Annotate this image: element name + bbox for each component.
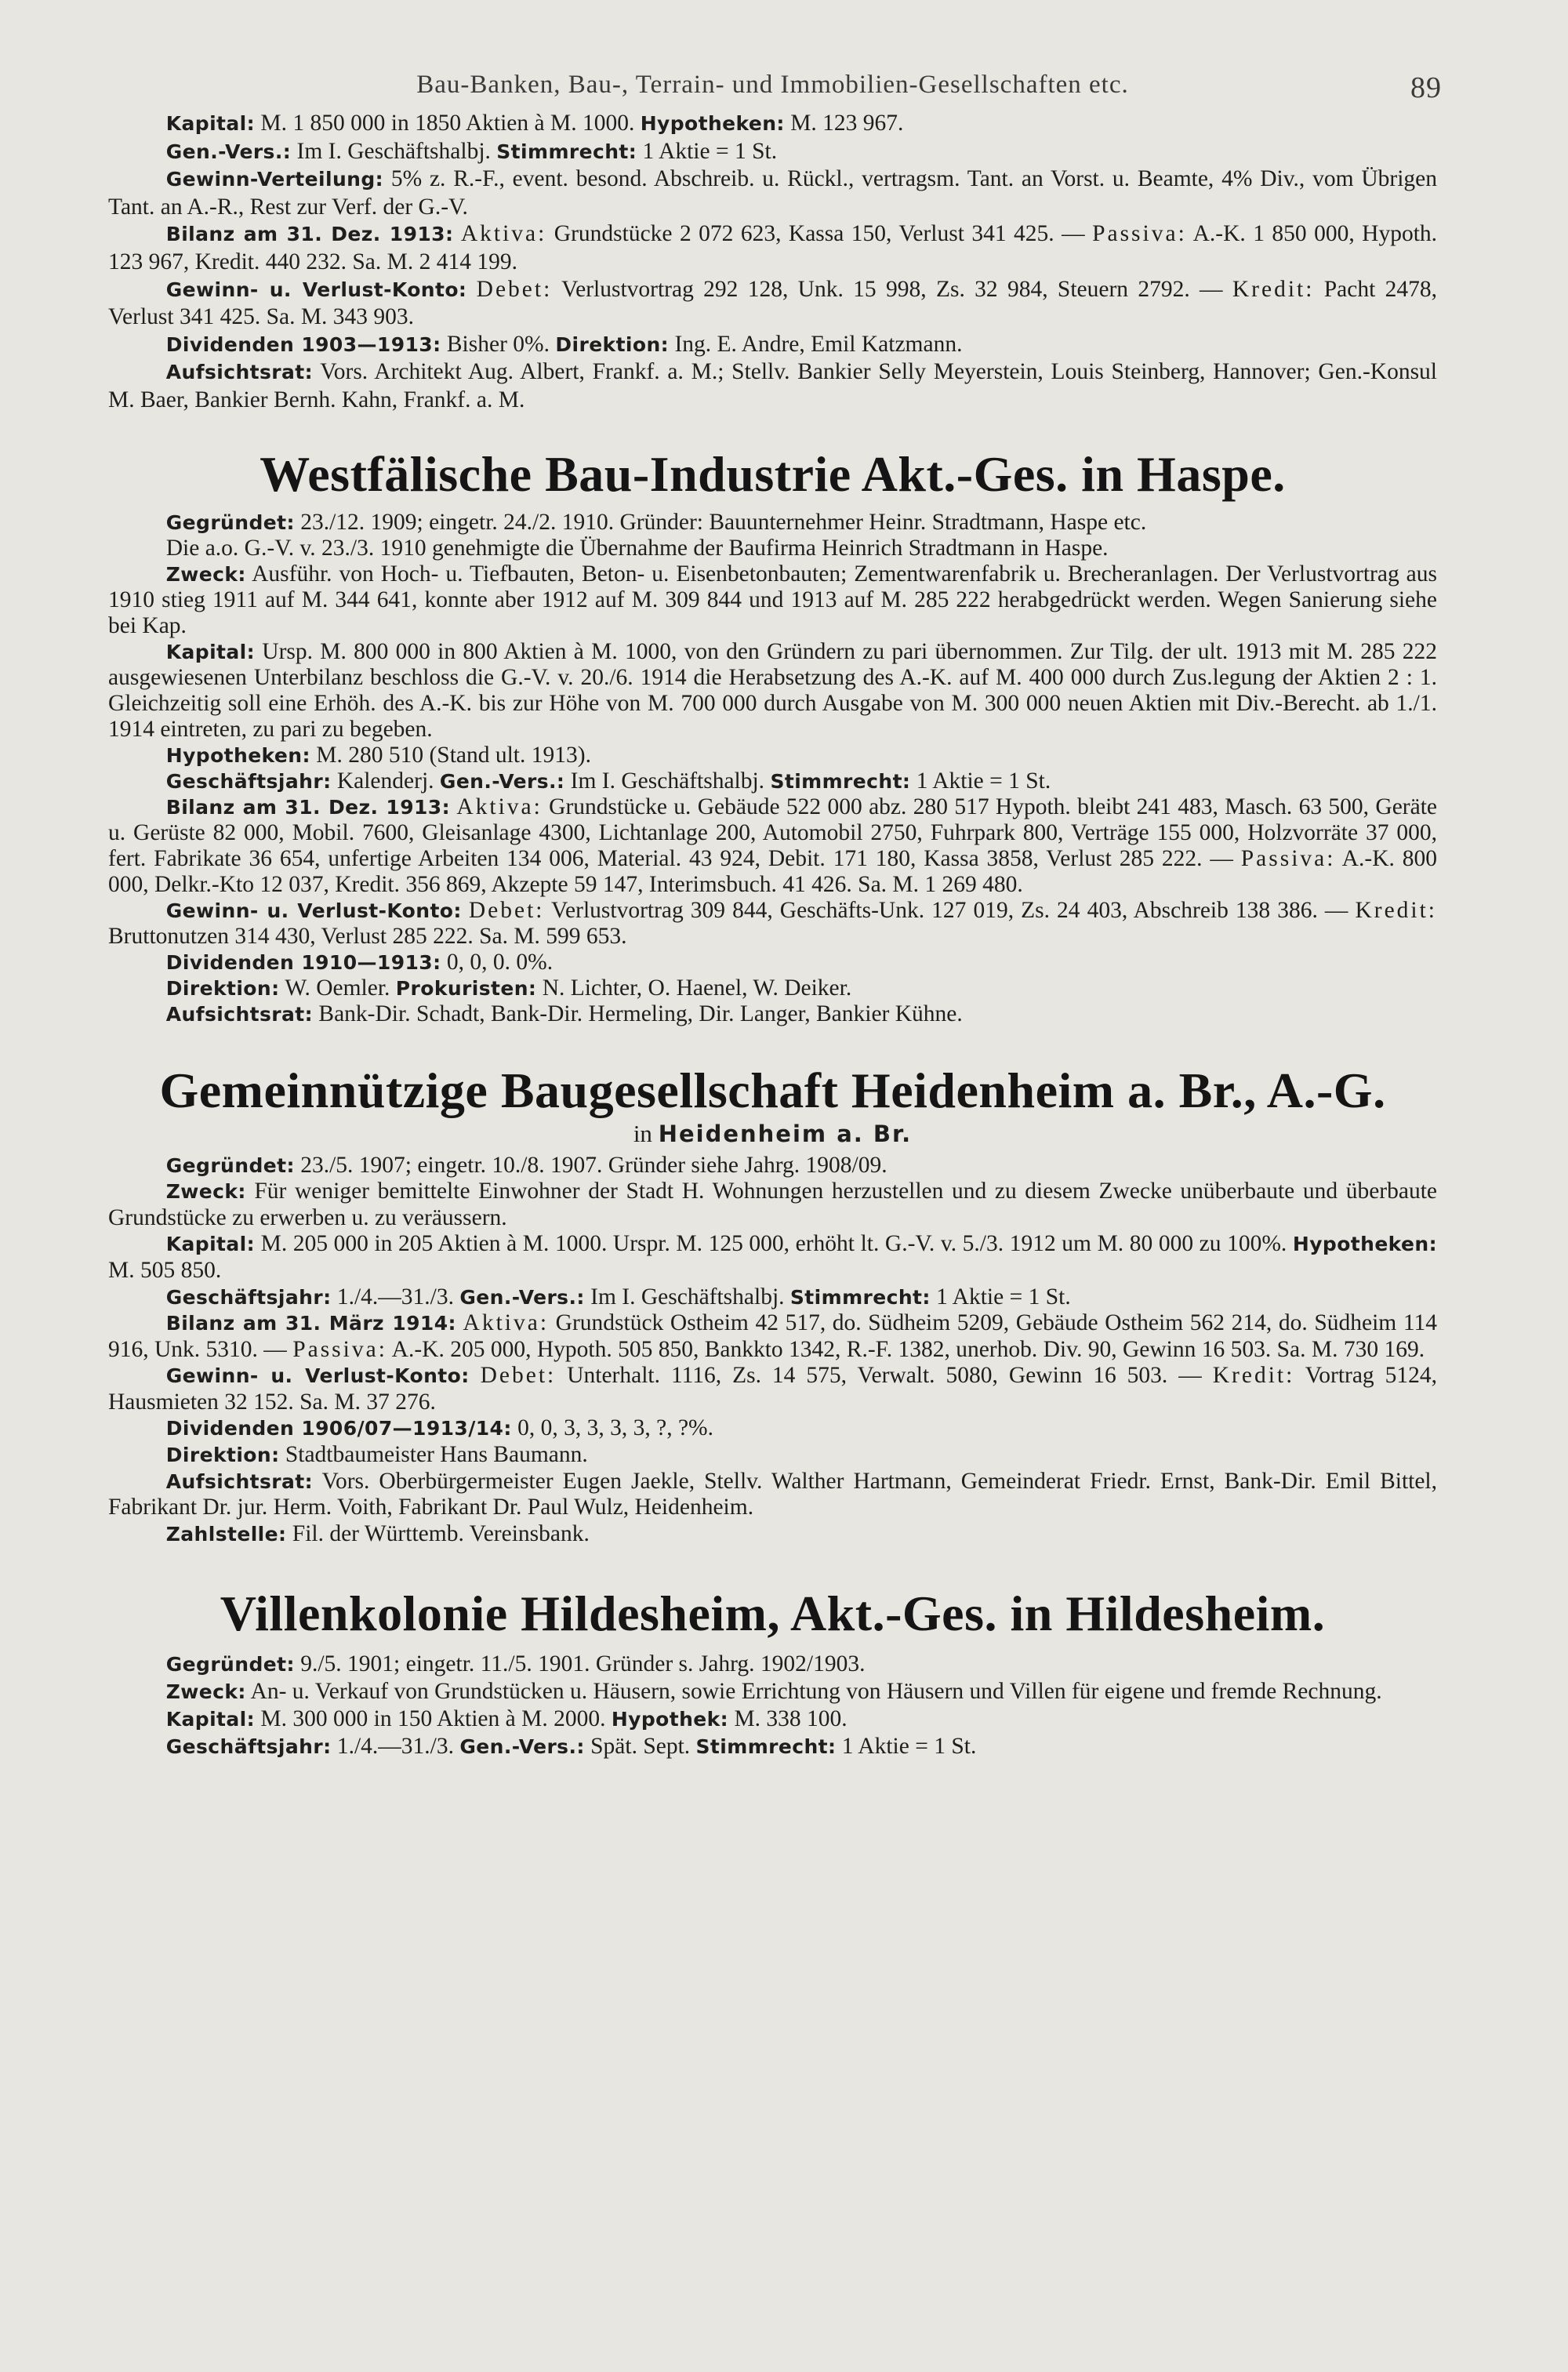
mortgage-line: Hypotheken: M. 280 510 (Stand ult. 1913).	[165, 742, 591, 768]
fiscal-year-line: Geschäftsjahr: 1./4.—31./3. Gen.-Vers.: Spät. Sept. Stimmrecht: 1 Aktie = 1 St.	[165, 1734, 977, 1760]
company-entry	[108, 1651, 1437, 1760]
supervisory-board: Aufsichtsrat: Vors. Architekt Aug. Albert, Frankf. a. M.; Stellv. Bankier Selly Meyerstein, Louis Steinberg, Hannover; Gen.-Konsul M. Baer, Bankier Bernh. Kahn, Frankf. a. M.	[108, 359, 1437, 412]
company-entry	[108, 1153, 1437, 1548]
company-title: Gemeinnützige Baugesellschaft Heidenheim a. Br., A.-G.	[159, 1062, 1386, 1118]
capital-line: Kapital: M. 1 850 000 in 1850 Aktien à M. 1000. Hypotheken: M. 123 967.	[165, 111, 904, 136]
page-number: 89	[1410, 71, 1442, 104]
entry-continuation	[108, 110, 1437, 414]
balance-sheet: Bilanz am 31. Dez. 1913: Aktiva: Grundstücke u. Gebäude 522 000 abz. 280 517 Hypoth. bleibt 241 483, Masch. 63 500, Geräte u. Gerüste 82 000, Mobil. 7600, Gleisanlage 4300, Lichtanlage 200, Automobil 2750, Fuhrpark 800, Verträge 155 000, Holzvorräte 37 000, fert. Fabrikate 36 654, unfertige Arbeiten 134 006, Material. 43 924, Debit. 171 180, Kassa 3858, Verlust 285 222. — Passiva: A.-K. 800 000, Delkr.-Kto 12 037, Kredit. 356 869, Akzepte 59 147, Interimsbuch. 41 426. Sa. M. 1 269 480.	[108, 794, 1437, 897]
text-column	[108, 63, 1442, 1760]
dividends-line: Dividenden 1910—1913: 0, 0, 0. 0%.	[165, 949, 554, 975]
dividends-line: Dividenden 1903—1913: Bisher 0%. Direktion: Ing. E. Andre, Emil Katzmann.	[165, 331, 963, 357]
founded-line: Gegründet: 23./12. 1909; eingetr. 24./2. 1910. Gründer: Bauunternehmer Heinr. Stradtmann, Haspe etc.	[165, 509, 1147, 535]
management-line: Direktion: W. Oemler. Prokuristen: N. Lichter, O. Haenel, W. Deiker.	[165, 975, 852, 1001]
dividends-line: Dividenden 1906/07—1913/14: 0, 0, 3, 3, 3, 3, ?, ?%.	[165, 1415, 714, 1441]
supervisory-board: Aufsichtsrat: Bank-Dir. Schadt, Bank-Dir. Hermeling, Dir. Langer, Bankier Kühne.	[165, 1001, 963, 1026]
fiscal-year-line: Geschäftsjahr: Kalenderj. Gen.-Vers.: Im I. Geschäftshalbj. Stimmrecht: 1 Aktie = 1 St.	[165, 768, 1051, 794]
meeting-line: Gen.-Vers.: Im I. Geschäftshalbj. Stimmrecht: 1 Aktie = 1 St.	[165, 138, 778, 164]
running-title: Bau-Banken, Bau-, Terrain- und Immobilien-Gesellschaften etc.	[416, 71, 1129, 99]
management-line: Direktion: Stadtbaumeister Hans Baumann.	[165, 1442, 588, 1468]
profit-loss-account: Gewinn- u. Verlust-Konto: Debet: Verlustvortrag 309 844, Geschäfts-Unk. 127 019, Zs. 24 403, Abschreib 138 386. — Kredit: Bruttonutzen 314 430, Verlust 285 222. Sa. M. 599 653.	[108, 897, 1437, 949]
running-header	[108, 63, 1442, 110]
supervisory-board: Aufsichtsrat: Vors. Oberbürgermeister Eugen Jaekle, Stellv. Walther Hartmann, Gemeinderat Friedr. Ernst, Bank-Dir. Emil Bittel, Fabrikant Dr. jur. Herm. Voith, Fabrikant Dr. Paul Wulz, Heidenheim.	[108, 1468, 1437, 1520]
capital-paragraph: Kapital: M. 205 000 in 205 Aktien à M. 1000. Urspr. M. 125 000, erhöht lt. G.-V. v. 5./3. 1912 um M. 80 000 zu 100%. Hypotheken: M. 505 850.	[108, 1231, 1437, 1283]
fiscal-year-line: Geschäftsjahr: 1./4.—31./3. Gen.-Vers.: Im I. Geschäftshalbj. Stimmrecht: 1 Aktie = 1 St.	[165, 1284, 1071, 1310]
balance-sheet: Bilanz am 31. März 1914: Aktiva: Grundstück Ostheim 42 517, do. Südheim 5209, Gebäude Ostheim 562 214, do. Südheim 114 916, Unk. 5310. — Passiva: A.-K. 205 000, Hypoth. 505 850, Bankkto 1342, R.-F. 1382, unerhob. Div. 90, Gewinn 16 503. Sa. M. 730 169.	[108, 1310, 1437, 1362]
company-title: Westfälische Bau-Industrie Akt.-Ges. in Haspe.	[260, 445, 1286, 502]
purpose-paragraph: Zweck: Ausführ. von Hoch- u. Tiefbauten, Beton- u. Eisenbetonbauten; Zementwarenfabrik u. Brecheranlagen. Der Verlustvortrag aus 1910 stieg 1911 auf M. 344 641, konnte aber 1912 auf M. 309 844 und 1913 auf M. 285 222 herabgedrückt werden. Wegen Sanierung siehe bei Kap.	[108, 561, 1437, 638]
founded-line: Gegründet: 9./5. 1901; eingetr. 11./5. 1901. Gründer s. Jahrg. 1902/1903.	[165, 1651, 866, 1677]
purpose-paragraph: Zweck: An- u. Verkauf von Grundstücken u. Häusern, sowie Errichtung von Häusern und Villen für eigene und fremde Rechnung.	[165, 1679, 1382, 1705]
company-entry	[108, 510, 1437, 1027]
profit-distribution: Gewinn-Verteilung: 5% z. R.-F., event. besond. Abschreib. u. Rückl., vertragsm. Tant. an Vorst. u. Beamte, 4% Div., vom Übrigen Tant. an A.-R., Rest zur Verf. der G.-V.	[108, 166, 1437, 220]
company-location: in Heidenheim a. Br.	[633, 1119, 913, 1147]
founded-line: Gegründet: 23./5. 1907; eingetr. 10./8. 1907. Gründer siehe Jahrg. 1908/09.	[165, 1152, 887, 1178]
capital-line: Kapital: M. 300 000 in 150 Aktien à M. 2000. Hypothek: M. 338 100.	[165, 1706, 848, 1732]
purpose-paragraph: Zweck: Für weniger bemittelte Einwohner der Stadt H. Wohnungen herzustellen und zu diesem Zwecke unüberbaute und überbaute Grundstücke zu erwerben u. zu veräussern.	[108, 1179, 1437, 1230]
paying-agent: Zahlstelle: Fil. der Württemb. Vereinsbank.	[165, 1520, 590, 1546]
profit-loss-account: Gewinn- u. Verlust-Konto: Debet: Unterhalt. 1116, Zs. 14 575, Verwalt. 5080, Gewinn 16 503. — Kredit: Vortrag 5124, Hausmieten 32 152. Sa. M. 37 276.	[108, 1363, 1438, 1415]
profit-loss-account: Gewinn- u. Verlust-Konto: Debet: Verlustvortrag 292 128, Unk. 15 998, Zs. 32 984, Steuern 2792. — Kredit: Pacht 2478, Verlust 341 425. Sa. M. 343 903.	[108, 276, 1437, 330]
note-paragraph: Die a.o. G.-V. v. 23./3. 1910 genehmigte die Übernahme der Baufirma Heinrich Stradtmann in Haspe.	[165, 535, 1109, 561]
company-title: Villenkolonie Hildesheim, Akt.-Ges. in Hildesheim.	[220, 1586, 1326, 1642]
capital-paragraph: Kapital: Ursp. M. 800 000 in 800 Aktien à M. 1000, von den Gründern zu pari übernommen. Zur Tilg. der ult. 1913 mit M. 285 222 ausgewiesenen Unterbilanz beschloss die G.-V. v. 20./6. 1914 die Herabsetzung des A.-K. auf M. 400 000 durch Zus.legung der Aktien 2 : 1. Gleichzeitig soll eine Erhöh. des A.-K. bis zur Höhe von M. 700 000 durch Ausgabe von M. 300 000 neuen Aktien mit Div.-Berecht. ab 1./1. 1914 eintreten, zu pari zu begeben.	[108, 638, 1437, 742]
balance-sheet: Bilanz am 31. Dez. 1913: Aktiva: Grundstücke 2 072 623, Kassa 150, Verlust 341 425. — Passiva: A.-K. 1 850 000, Hypoth. 123 967, Kredit. 440 232. Sa. M. 2 414 199.	[108, 221, 1438, 274]
